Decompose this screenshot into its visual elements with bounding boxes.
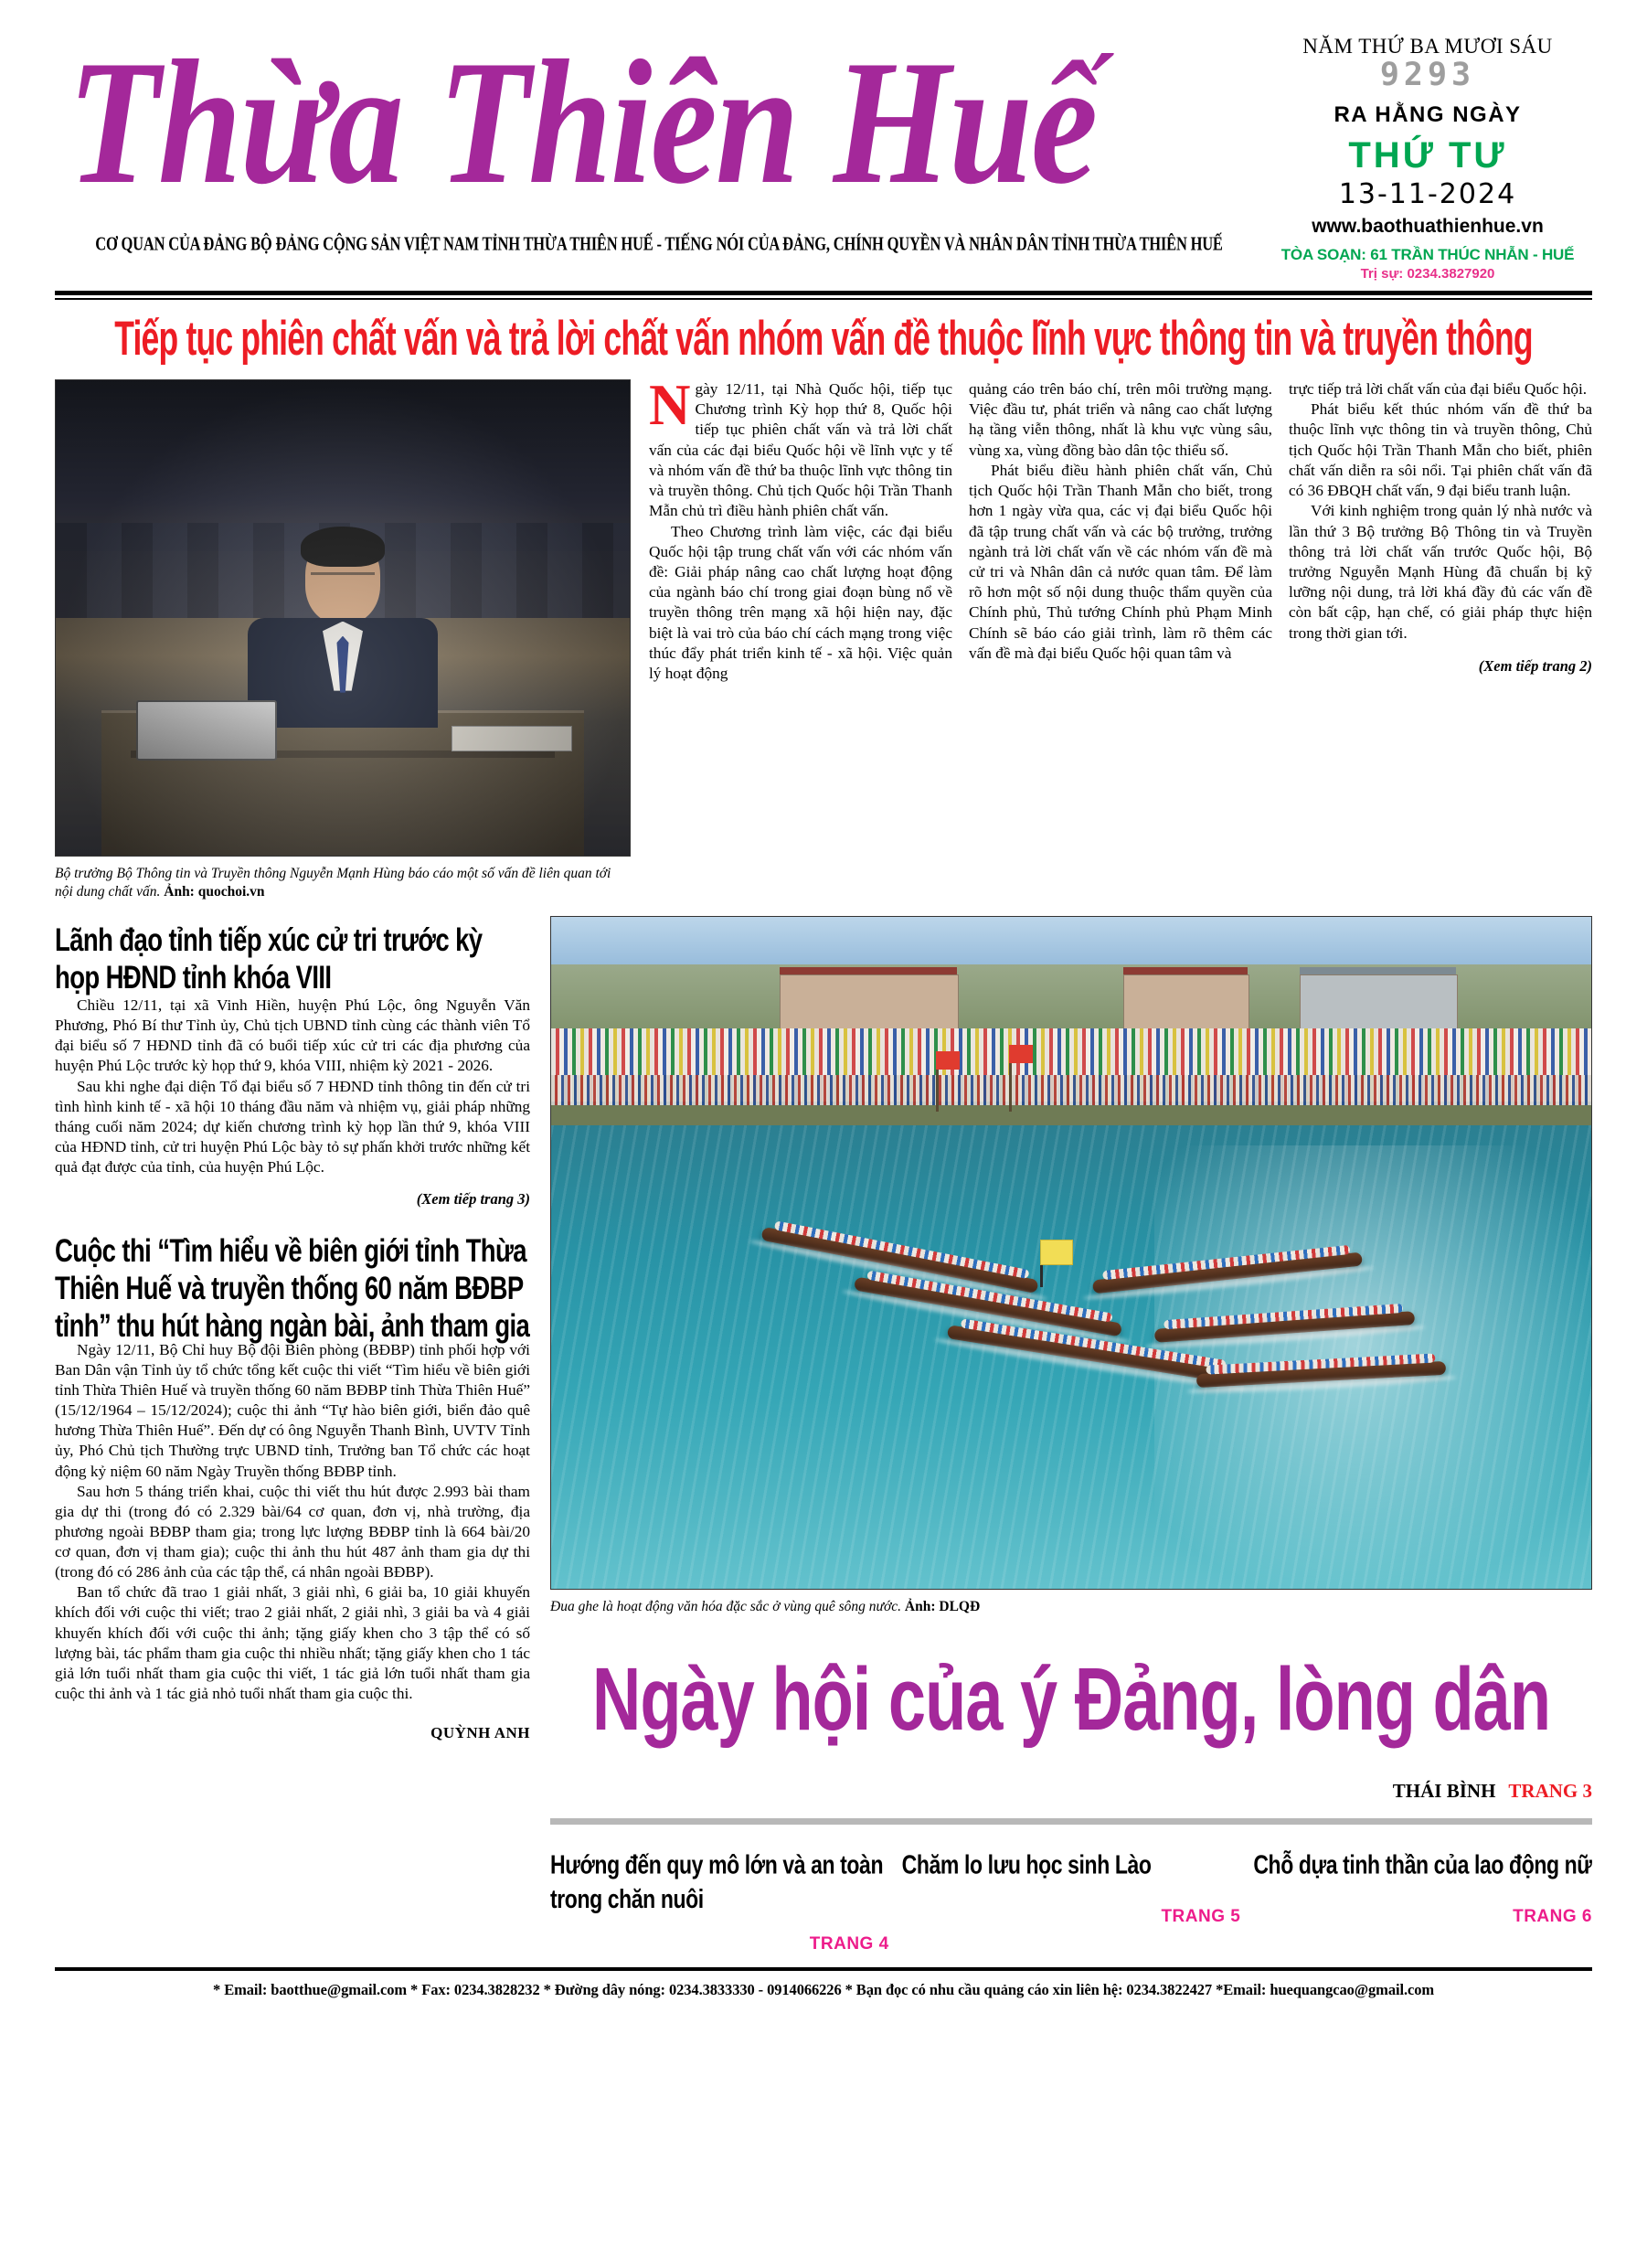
teaser-strip — [550, 1848, 1592, 1954]
masthead — [0, 0, 1647, 282]
lead-headline[interactable]: Tiếp tục phiên chất vấn và trả lời chất vấn nhóm vấn đề thuộc lĩnh vực thông tin và truyền thông — [114, 311, 1533, 366]
newspaper-title: Thừa Thiên Huế — [68, 23, 1097, 221]
article-1-body — [55, 996, 530, 1177]
lead-col1-para2: Theo Chương trình làm việc, các đại biểu Quốc hội tập trung chất vấn với các nhóm vấn đề: Giải pháp nâng cao chất lượng hoạt động của ngành báo chí trong giai đoạn bùng nổ về truyền thông trên mạng xã hội hiện nay, đặc biệt là vai trò của báo chí cách mạng trong việc thúc đẩy phát triển kinh tế - xã hội. Việc quản lý hoạt động — [649, 522, 952, 683]
article-2-para1: Ngày 12/11, Bộ Chỉ huy Bộ đội Biên phòng (BĐBP) tỉnh phối hợp với Ban Dân vận Tỉnh ủy tổ chức tổng kết cuộc thi viết “Tìm hiểu về biên giới tỉnh Thừa Thiên Huế và truyền thống 60 năm BĐBP tỉnh Thừa Thiên Huế” (15/12/1964 – 15/12/2024); cuộc thi ảnh “Tự hào biên giới, biển đảo quê hương Thừa Thiên Huế”. Đến dự có ông Nguyễn Thanh Bình, UVTV Tỉnh ủy, Phó Chủ tịch Thường trực UBND tỉnh, Trưởng ban Tổ chức các hoạt động kỷ niệm 60 năm Ngày Truyền thống BĐBP tỉnh. — [55, 1340, 530, 1480]
lead-text-columns — [649, 373, 1592, 901]
teaser-page-ref[interactable]: TRANG 5 — [1161, 1907, 1241, 1927]
feature-photo-image — [551, 917, 1591, 1589]
teaser-item[interactable] — [902, 1848, 1254, 1954]
lead-photo-image — [56, 380, 630, 856]
lead-article — [55, 373, 1592, 901]
teaser-title: Hướng đến quy mô lớn và an toàn trong chăn nuôi — [550, 1849, 884, 1914]
masthead-info — [1263, 26, 1592, 282]
lead-column-3 — [1289, 379, 1592, 901]
feature-photo-caption — [550, 1598, 1592, 1616]
feature-column — [550, 916, 1592, 1954]
teaser-item[interactable] — [550, 1848, 902, 1954]
left-article-column — [55, 916, 530, 1954]
publication-date: 13-11-2024 — [1338, 178, 1517, 210]
teaser-divider — [550, 1818, 1592, 1825]
lead-col2-para1: quảng cáo trên báo chí, trên môi trường mạng. Việc đầu tư, phát triển và nâng cao chất lượng hạ tầng viễn thông, nhất là khu vực vùng sâu, vùng xa, vùng đồng bào dân tộc thiểu số. — [969, 380, 1272, 459]
teaser-page-ref[interactable]: TRANG 6 — [1513, 1907, 1593, 1927]
lead-column-2 — [969, 379, 1272, 901]
feature-headline[interactable]: Ngày hội của ý Đảng, lòng dân — [591, 1648, 1551, 1750]
office-address: TÒA SOẠN: 61 TRẦN THÚC NHẪN - HUẾ — [1280, 246, 1575, 263]
teaser-title: Chăm lo lưu học sinh Lào — [901, 1849, 1152, 1880]
lead-photo-column — [55, 379, 631, 901]
lead-photo-caption — [55, 865, 631, 901]
article-2-para2: Sau hơn 5 tháng triển khai, cuộc thi viết thu hút được 2.993 bài tham gia dự thi (trong đó có 2.329 bài/64 cơ quan, đơn vị, nhà trường, địa phương ngoài BĐBP tham gia; trong lực lượng BĐBP tỉnh là 664 bài/20 cơ quan, đơn vị tham gia); cuộc thi ảnh thu hút 487 ảnh tham gia dự thi (trong đó có 286 ảnh của các tập thể, cá nhân ngoài BĐBP). — [55, 1482, 530, 1581]
issue-number: 9293 — [1379, 57, 1476, 93]
lead-col3-para1: trực tiếp trả lời chất vấn của đại biểu Quốc hội. — [1289, 380, 1588, 398]
lead-col1-para1: gày 12/11, tại Nhà Quốc hội, tiếp tục Chương trình Kỳ họp thứ 8, Quốc hội tiếp tục phiên chất vấn và trả lời chất vấn của các đại biểu Quốc hội về lĩnh vực y tế và nhóm vấn đề thứ ba thuộc lĩnh vực thông tin và truyền thông. Chủ tịch Quốc hội Trần Thanh Mẫn chủ trì điều hành phiên chất vấn. — [649, 380, 952, 520]
article-2-body — [55, 1340, 530, 1704]
publication-weekday: THỨ TƯ — [1348, 135, 1507, 176]
lead-col2-para2: Phát biểu điều hành phiên chất vấn, Chủ tịch Quốc hội Trần Thanh Mẫn cho biết, trong hơn 1 ngày vừa qua, các vị đại biểu Quốc hội đã tập trung chất vấn và các bộ trưởng, trưởng ngành trả lời chất vấn về các nhóm vấn đề mà cử tri và Nhân dân cả nước quan tâm. Để làm rõ hơn một số nội dung thuộc thẩm quyền của Chính phủ, Thủ tướng Chính phủ Phạm Minh Chính sẽ báo cáo giải trình, làm rõ thêm các vấn đề mà đại biểu Quốc hội quan tâm và — [969, 461, 1272, 662]
lead-col3-para2: Phát biểu kết thúc nhóm vấn đề thứ ba thuộc lĩnh vực thông tin và truyền thông, Chủ tịch Quốc hội Trần Thanh Mẫn cho biết, phiên chất vấn diễn ra sôi nổi. Tại phiên chất vấn đã có 36 ĐBQH chất vấn, 9 đại biểu tranh luận. — [1289, 400, 1592, 500]
article-1-jump-note[interactable]: (Xem tiếp trang 3) — [416, 1190, 530, 1209]
masthead-tagline: CƠ QUAN CỦA ĐẢNG BỘ ĐẢNG CỘNG SẢN VIỆT NAM TỈNH THỪA THIÊN HUẾ - TIẾNG NÓI CỦA ĐẢNG, CHÍNH QUYỀN VÀ NHÂN DÂN TỈNH THỪA THIÊN HUẾ — [95, 232, 1223, 254]
feature-page-ref[interactable]: TRANG 3 — [1508, 1780, 1592, 1803]
lead-dropcap: N — [649, 373, 691, 437]
masthead-divider-thin — [55, 298, 1592, 300]
footer-contact-line: * Email: baotthue@gmail.com * Fax: 0234.3828232 * Đường dây nóng: 0234.3833330 - 0914066226 * Bạn đọc có nhu cầu quảng cáo xin liên hệ: 0234.3822427 *Email: huequangcao@gmail.com — [213, 1981, 1434, 1999]
article-2-byline: QUỲNH ANH — [430, 1724, 530, 1742]
office-phone: Trị sự: 0234.3827920 — [1360, 266, 1495, 282]
feature-photo-credit: Ảnh: DLQĐ — [904, 1599, 981, 1615]
lead-photo-credit: Ảnh: quochoi.vn — [164, 884, 265, 900]
lower-deck — [55, 916, 1592, 1954]
lead-photo-caption-text: Bộ trưởng Bộ Thông tin và Truyền thông Nguyễn Mạnh Hùng báo cáo một số vấn đề liên quan tới nội dung chất vấn. — [55, 866, 611, 900]
article-2-headline[interactable]: Cuộc thi “Tìm hiểu về biên giới tỉnh Thừa Thiên Huế và truyền thống 60 năm BĐBP tỉnh” thu hút hàng ngàn bài, ảnh tham gia — [55, 1232, 530, 1344]
publication-frequency: RA HẰNG NGÀY — [1334, 102, 1522, 127]
lead-col3-para3: Với kinh nghiệm trong quản lý nhà nước và lần thứ 3 Bộ trưởng Bộ Thông tin và Truyền thông trả lời chất vấn trước Quốc hội, Bộ trưởng Nguyễn Mạnh Hùng đã chuẩn bị kỹ lưỡng nội dung, trả lời khá đầy đủ các vấn đề còn bất cập, hạn chế, có giải pháp thực hiện trong thời gian tới. — [1289, 502, 1592, 642]
feature-photo-caption-text: Đua ghe là hoạt động văn hóa đặc sắc ở vùng quê sông nước. — [550, 1599, 905, 1615]
article-1-para1: Chiều 12/11, tại xã Vinh Hiền, huyện Phú Lộc, ông Nguyễn Văn Phương, Phó Bí thư Tỉnh ủy, Chủ tịch UBND tỉnh cùng các thành viên Tổ đại biểu số 7 HĐND tỉnh đã có buổi tiếp xúc cử tri các địa phương của huyện Phú Lộc trước kỳ họp thứ 9, khóa VIII, nhiệm kỳ 2021 - 2026. — [55, 996, 530, 1075]
website-url[interactable]: www.baothuathienhue.vn — [1312, 216, 1544, 237]
article-2-para3: Ban tổ chức đã trao 1 giải nhất, 3 giải nhì, 6 giải ba, 10 giải khuyến khích đối với cuộc thi viết; trao 2 giải nhất, 2 giải nhì, 3 giải ba và 4 giải khuyến khích đối với cuộc thi ảnh; tặng giấy khen cho 3 tập thể có số lượng bài, tác phẩm tham gia cuộc thi nhiều nhất; tặng giấy khen cho 1 tác giả lớn tuổi nhất tham gia cuộc thi viết, 1 tác giả lớn tuổi nhất tham gia cuộc thi ảnh và 1 tác giả nhỏ tuổi nhất tham gia cuộc thi. — [55, 1583, 530, 1702]
teaser-item[interactable] — [1253, 1848, 1592, 1954]
publication-year-line: NĂM THỨ BA MƯƠI SÁU — [1302, 35, 1553, 58]
masthead-divider-thick — [55, 291, 1592, 295]
feature-credit — [550, 1780, 1592, 1803]
teaser-title: Chỗ dựa tinh thần của lao động nữ — [1253, 1849, 1592, 1880]
feature-author: THÁI BÌNH — [1392, 1780, 1496, 1803]
teaser-page-ref[interactable]: TRANG 4 — [809, 1934, 889, 1954]
lead-column-1 — [649, 373, 952, 901]
article-1-headline[interactable]: Lãnh đạo tỉnh tiếp xúc cử tri trước kỳ họp HĐND tỉnh khóa VIII — [55, 921, 483, 996]
article-1-para2: Sau khi nghe đại diện Tổ đại biểu số 7 HĐND tỉnh thông tin đến cử tri tình hình kinh tế - xã hội 10 tháng đầu năm và nhiệm vụ, giải pháp những tháng cuối năm 2024; dự kiến chương trình kỳ họp lần thứ 9, khóa VIII của HĐND tỉnh, cử tri huyện Phú Lộc bày tỏ sự phấn khởi trước những kết quả đạt được của tỉnh, của huyện Phú Lộc. — [55, 1077, 530, 1177]
masthead-left — [55, 23, 1263, 254]
lead-jump-note[interactable]: (Xem tiếp trang 2) — [1478, 656, 1592, 675]
lead-photo — [55, 379, 631, 857]
feature-photo — [550, 916, 1592, 1590]
footer-divider — [55, 1967, 1592, 1971]
